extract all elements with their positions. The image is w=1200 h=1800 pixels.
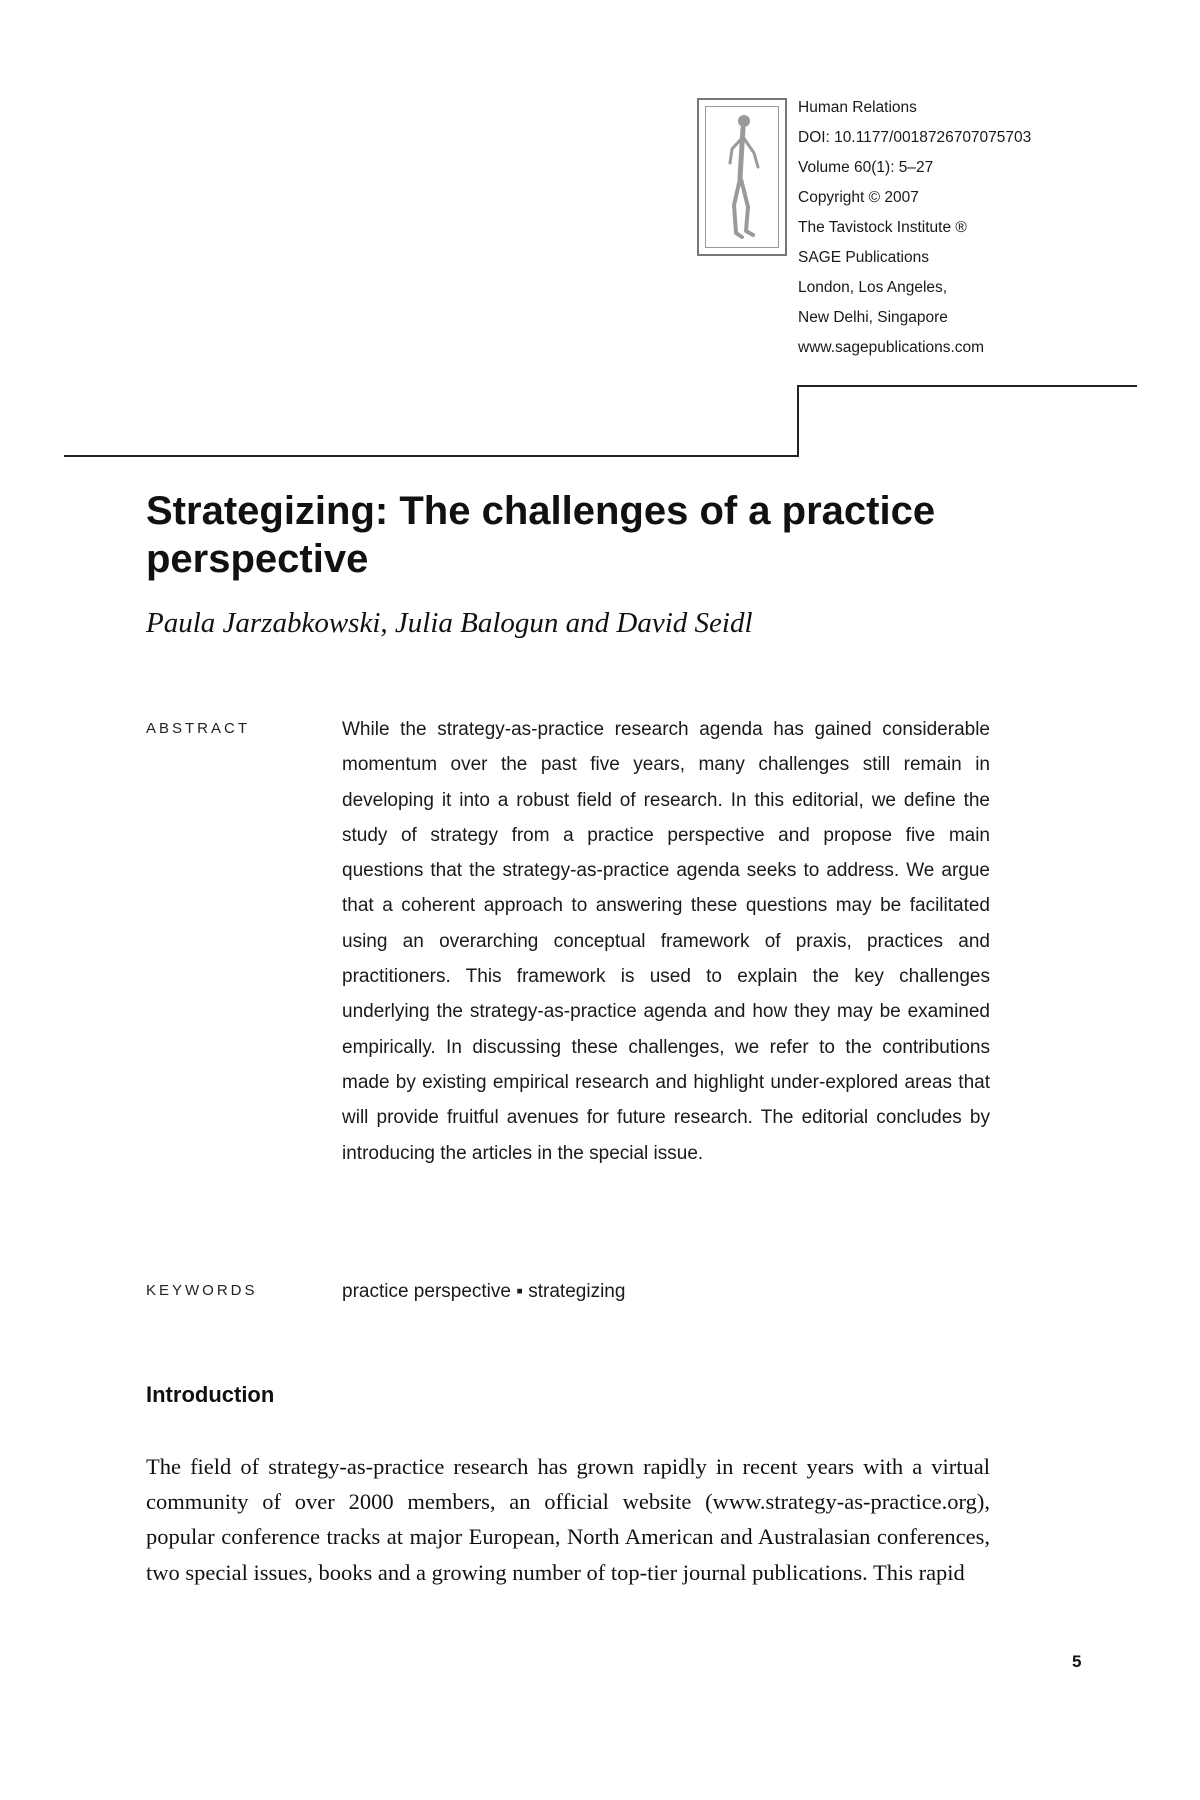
walking-figure-icon bbox=[712, 109, 772, 245]
masthead-line: DOI: 10.1177/0018726707075703 bbox=[798, 129, 1032, 146]
header-rule-top bbox=[797, 385, 1137, 387]
masthead-line: www.sagepublications.com bbox=[798, 339, 985, 356]
header-rule-step bbox=[797, 385, 799, 457]
journal-logo bbox=[697, 98, 787, 256]
article-title: Strategizing: The challenges of a practice perspective bbox=[146, 489, 936, 581]
journal-masthead bbox=[798, 93, 1128, 363]
article-authors: Paula Jarzabkowski, Julia Balogun and David Seidl bbox=[146, 607, 753, 639]
abstract-label: ABSTRACT bbox=[146, 720, 251, 737]
keywords-label: KEYWORDS bbox=[146, 1282, 258, 1299]
masthead-line: Copyright © 2007 bbox=[798, 189, 919, 206]
section-heading-introduction: Introduction bbox=[146, 1382, 275, 1407]
masthead-line: SAGE Publications bbox=[798, 249, 929, 266]
masthead-line: Volume 60(1): 5–27 bbox=[798, 159, 934, 176]
page-number: 5 bbox=[1072, 1652, 1082, 1671]
introduction-paragraph: The field of strategy-as-practice research has grown rapidly in recent years with a virtual community of over 2000 members, an official website (www.strategy-as-practice.org), popular conference tracks at major European, North American and Australasian conferences, two special issues, books and a growing number of top-tier journal publications. This rapid bbox=[146, 1454, 990, 1585]
masthead-line: Human Relations bbox=[798, 99, 917, 116]
abstract-text: While the strategy-as-practice research agenda has gained considerable momentum over the past five years, many challenges still remain in developing it into a robust field of research. In this editorial, we define the study of strategy from a practice perspective and propose five main questions that the strategy-as-practice agenda seeks to address. We argue that a coherent approach to answering these questions may be facilitated using an overarching conceptual framework of praxis, practices and practitioners. This framework is used to explain the key challenges underlying the strategy-as-practice agenda and how they may be examined empirically. In discussing these challenges, we refer to the contributions made by existing empirical research and highlight under-explored areas that will provide fruitful avenues for future research. The editorial concludes by introducing the articles in the special issue. bbox=[342, 719, 990, 1164]
keywords-text: practice perspective ▪ strategizing bbox=[342, 1281, 626, 1302]
masthead-line: London, Los Angeles, bbox=[798, 279, 948, 296]
header-rule-bottom bbox=[64, 455, 799, 457]
masthead-line: The Tavistock Institute ® bbox=[798, 219, 967, 236]
masthead-line: New Delhi, Singapore bbox=[798, 309, 948, 326]
